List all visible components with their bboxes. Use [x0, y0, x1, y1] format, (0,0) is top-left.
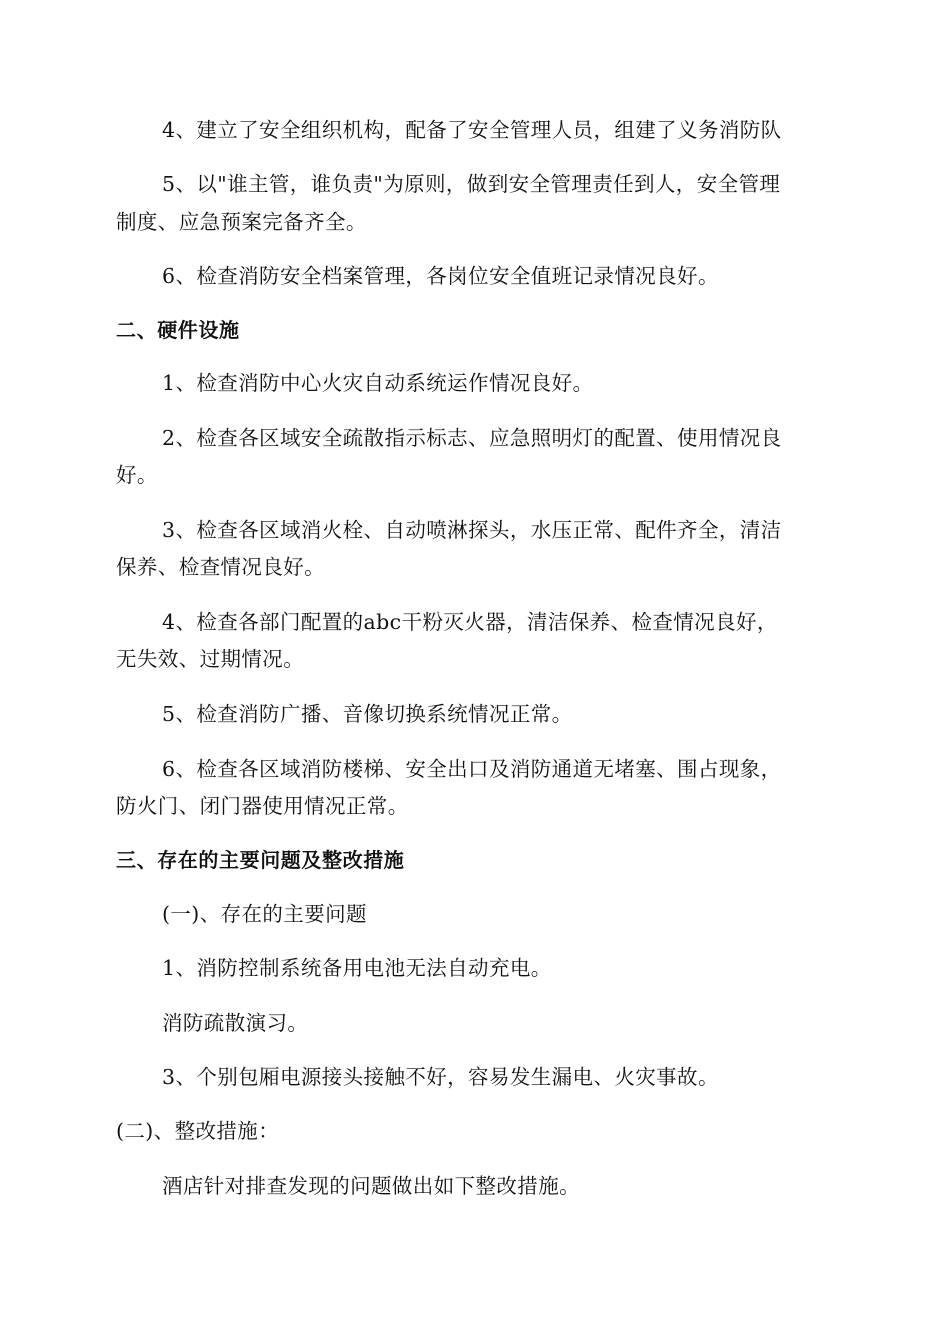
paragraph-7-line-2: 保养、检查情况良好。	[116, 555, 325, 579]
paragraph-8-line-1: 4、检查各部门配置的abc干粉灭火器，清洁保养、检查情况良好，	[162, 610, 778, 634]
paragraph-14-line-1: 消防疏散演习。	[162, 1011, 309, 1035]
paragraph-9-line-1: 5、检查消防广播、音像切换系统情况正常。	[162, 702, 573, 726]
paragraph-10-line-2: 防火门、闭门器使用情况正常。	[116, 794, 409, 818]
paragraph-6-line-1: 2、检查各区域安全疏散指示标志、应急照明灯的配置、使用情况良	[162, 426, 782, 450]
paragraph-15-line-1: 3、个别包厢电源接头接触不好，容易发生漏电、火灾事故。	[162, 1065, 719, 1089]
paragraph-7-line-1: 3、检查各区域消火栓、自动喷淋探头，水压正常、配件齐全，清洁	[162, 518, 782, 542]
paragraph-8-line-2: 无失效、过期情况。	[116, 647, 305, 671]
section-heading-hardware: 二、硬件设施	[116, 318, 240, 342]
paragraph-6-line-2: 好。	[116, 463, 158, 487]
paragraph-17-line-1: 酒店针对排查发现的问题做出如下整改措施。	[162, 1174, 580, 1198]
paragraph-1-line-1: 4、建立了安全组织机构，配备了安全管理人员，组建了义务消防队	[162, 118, 782, 142]
subheading-rectification: (二)、整改措施：	[116, 1119, 280, 1143]
paragraph-3-line-1: 6、检查消防安全档案管理，各岗位安全值班记录情况良好。	[162, 264, 719, 288]
paragraph-5-line-1: 1、检查消防中心火灾自动系统运作情况良好。	[162, 371, 594, 395]
paragraph-2-line-2: 制度、应急预案完备齐全。	[116, 210, 367, 234]
paragraph-2-line-1: 5、以"谁主管，谁负责"为原则，做到安全管理责任到人，安全管理	[162, 172, 781, 196]
subheading-main-problems: (一)、存在的主要问题	[162, 902, 367, 926]
paragraph-13-line-1: 1、消防控制系统备用电池无法自动充电。	[162, 956, 552, 980]
paragraph-10-line-1: 6、检查各区域消防楼梯、安全出口及消防通道无堵塞、围占现象，	[162, 757, 782, 781]
section-heading-problems: 三、存在的主要问题及整改措施	[116, 848, 405, 872]
